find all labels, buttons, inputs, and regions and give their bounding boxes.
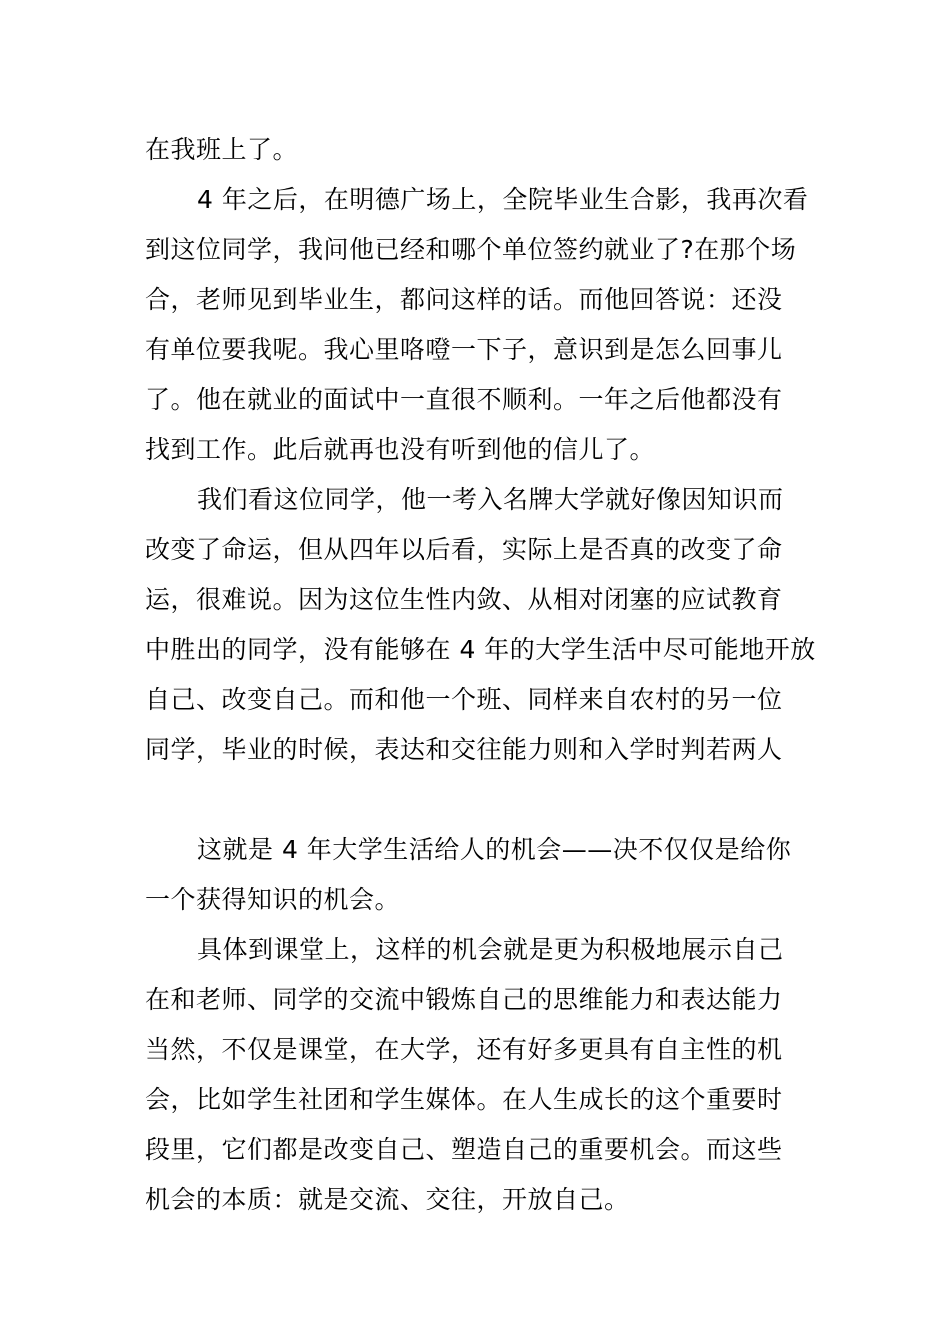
text-line: 段里，它们都是改变自己、塑造自己的重要机会。而这些	[145, 1135, 783, 1164]
text-line: 这就是 4 年大学生活给人的机会——决不仅仅是给你	[197, 835, 792, 864]
text-line: 自己、改变自己。而和他一个班、同样来自农村的另一位	[145, 685, 783, 714]
text-line: 一个获得知识的机会。	[145, 885, 401, 914]
text-line: 机会的本质：就是交流、交往，开放自己。	[145, 1185, 630, 1214]
text-line: 合，老师见到毕业生，都问这样的话。而他回答说：还没	[145, 285, 783, 314]
text-line: 运，很难说。因为这位生性内敛、从相对闭塞的应试教育	[145, 585, 783, 614]
text-line: 改变了命运，但从四年以后看，实际上是否真的改变了命	[145, 535, 783, 564]
text-line: 4 年之后，在明德广场上，全院毕业生合影，我再次看	[197, 185, 809, 214]
text-line: 在和老师、同学的交流中锻炼自己的思维能力和表达能力	[145, 985, 783, 1014]
text-line: 在我班上了。	[145, 135, 299, 164]
text-line: 有单位要我呢。我心里咯噔一下子，意识到是怎么回事儿	[145, 335, 783, 364]
text-line: 到这位同学，我问他已经和哪个单位签约就业了?在那个场	[145, 235, 797, 264]
text-line: 具体到课堂上，这样的机会就是更为积极地展示自己	[197, 935, 784, 964]
text-line: 我们看这位同学，他一考入名牌大学就好像因知识而	[197, 485, 784, 514]
text-line: 了。他在就业的面试中一直很不顺利。一年之后他都没有	[145, 385, 783, 414]
text-line: 中胜出的同学，没有能够在 4 年的大学生活中尽可能地开放	[145, 635, 816, 664]
text-line: 找到工作。此后就再也没有听到他的信儿了。	[145, 435, 656, 464]
text-line: 当然，不仅是课堂，在大学，还有好多更具有自主性的机	[145, 1035, 783, 1064]
text-line: 会，比如学生社团和学生媒体。在人生成长的这个重要时	[145, 1085, 783, 1114]
text-line: 同学，毕业的时候，表达和交往能力则和入学时判若两人	[145, 735, 783, 764]
